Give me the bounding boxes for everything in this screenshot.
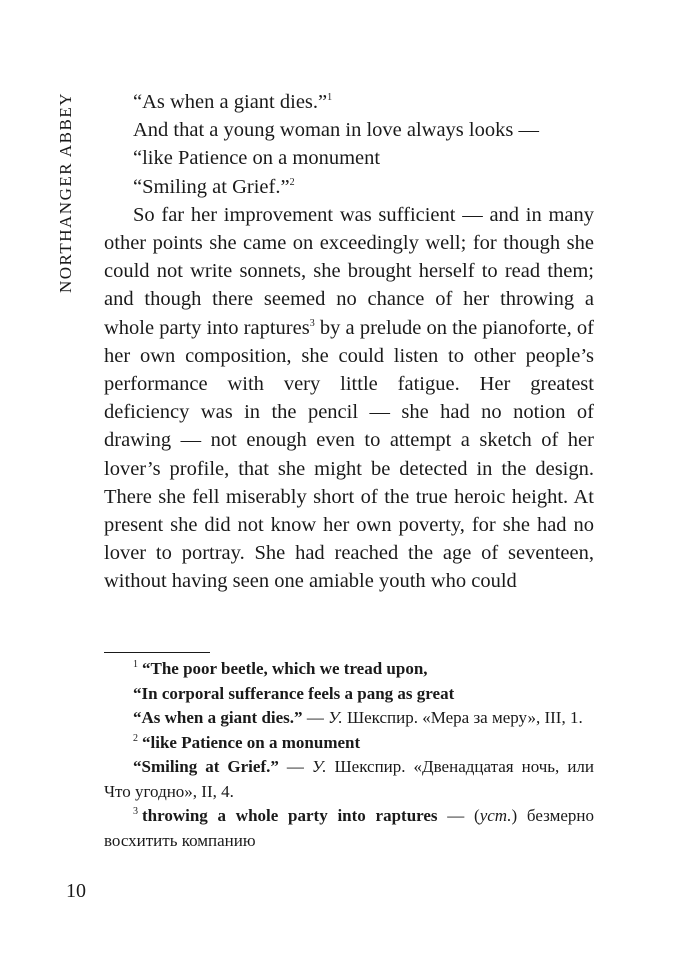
footnote-ref[interactable]: 3 (309, 317, 315, 329)
footnote-1-source: “As when a giant dies.” — У. Шекспир. «Мера за меру», III, 1. (133, 708, 583, 727)
running-head: NORTHANGER ABBEY (56, 92, 75, 294)
footnotes (104, 657, 594, 853)
footnote-3: $^3$ throwing a whole party into raptures — (уст.) безмерно восхитить компанию (104, 806, 594, 850)
footnote-2: $^2$ “like Patience on a monument (133, 732, 361, 752)
verse-line: And that a young woman in love always looks — (133, 119, 539, 142)
footnote-2-source: “Smiling at Grief.” — У. Шекспир. «Двенадцатая ночь, или Что угодно», II, 4. (104, 757, 594, 801)
verse-line: “like Patience on a monument (133, 147, 381, 170)
footnote-1-line: “In corporal sufferance feels a pang as great (133, 683, 455, 703)
verse-line: “Smiling at Grief.”$^2$ (133, 175, 295, 198)
main-text (104, 88, 594, 596)
footnote-rule (104, 652, 210, 653)
footnote-number: 2 (133, 732, 138, 744)
footnote-number: 3 (133, 806, 138, 818)
footnote-number: 1 (133, 659, 138, 671)
body-paragraph: So far her improvement was sufficient — and in many other points she came on exceedingly well; for though she could not write sonnets, she brought herself to read them; and though there seemed no chance of her throwing a whole party into raptures$^3$ by a prelude on the pianoforte, of her own composition, she could listen to other people’s performance with very little fatigue. Her greatest deficiency was in the pencil — she had no notion of drawing — not enough even to attempt a sketch of her lover’s profile, that she might be detected in the design. There she fell miserably short of the true heroic height. At present she did not know her own poverty, for she had no lover to portray. She had reached the age of seventeen, without having seen one amiable youth who could (104, 203, 595, 593)
verse-line: “As when a giant dies.”$^1$ (133, 91, 333, 113)
page-number: 10 (66, 880, 86, 902)
footnote-ref[interactable]: 1 (327, 92, 333, 104)
footnote-ref[interactable]: 2 (289, 176, 295, 188)
footnote-1: $^1$ “The poor beetle, which we tread upon, (133, 659, 428, 678)
